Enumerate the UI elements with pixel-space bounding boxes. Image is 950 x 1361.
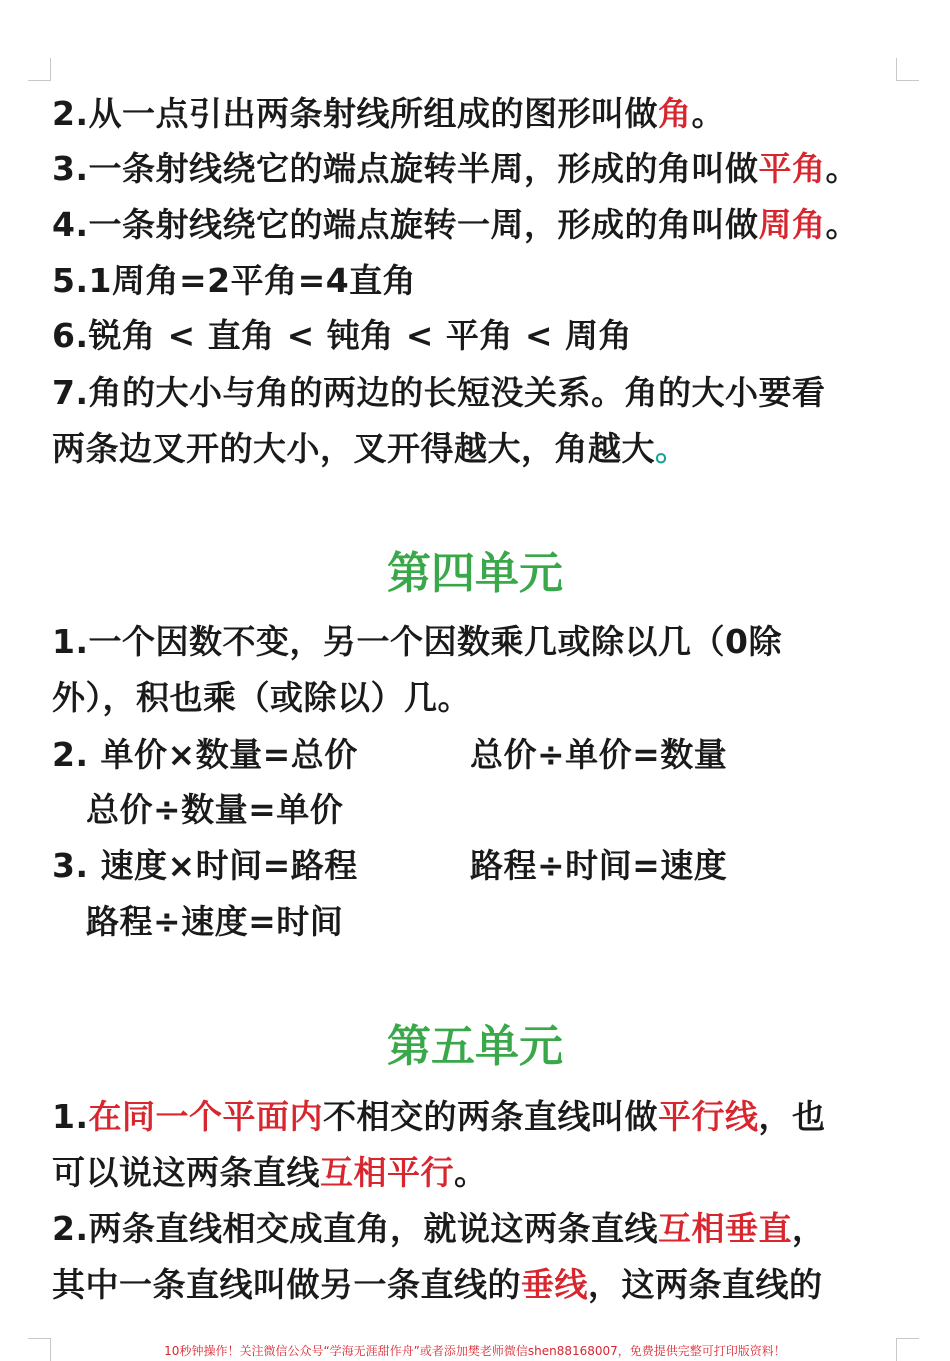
corner-mark-top-right (896, 58, 919, 81)
corner-mark-top-left (28, 58, 51, 81)
unit3-item4-highlight: 周角 (758, 205, 826, 244)
unit3-item2 (52, 94, 725, 134)
unit3-item3 (52, 149, 859, 189)
unit3-item3-highlight: 平角 (758, 149, 826, 188)
unit4-item1-line1: 1.一个因数不变，另一个因数乘几或除以几（0除 (52, 622, 782, 661)
unit5-item1-p2: 不相交的两条直线叫做 (323, 1097, 658, 1136)
unit5-heading: 第五单元 (387, 1021, 563, 1072)
unit5-item1-highlight-plane: 在同一个平面内 (88, 1097, 323, 1136)
unit3-item2-highlight: 角 (658, 94, 692, 133)
unit3-item3-text: 3.一条射线绕它的端点旋转半周，形成的角叫做 (52, 149, 759, 188)
unit5-item1-p1: 1. (52, 1097, 89, 1136)
unit3-item4-end: 。 (825, 205, 859, 244)
unit4-item2-formula-b: 总价÷单价=数量 (470, 735, 728, 774)
unit5-item1-line1 (52, 1097, 826, 1137)
unit5-item2-p4: ，这两条直线的 (588, 1265, 823, 1304)
unit5-item1-highlight-parallel: 平行线 (658, 1097, 759, 1136)
unit4-item3-formula-a: 3. 速度×时间=路程 (52, 846, 358, 885)
unit3-item5: 5.1周角=2平角=4直角 (52, 261, 417, 300)
unit3-item7-end: 。 (655, 429, 689, 468)
unit3-item2-end: 。 (691, 94, 725, 133)
unit5-item2-p2: ， (792, 1209, 826, 1248)
unit5-item2-highlight-perpendicular-line: 垂线 (521, 1265, 588, 1304)
unit3-item7-line2-text: 两条边叉开的大小，叉开得越大，角越大 (52, 429, 655, 468)
unit4-item3-formula-b: 路程÷时间=速度 (470, 846, 728, 885)
unit5-item2-p1: 2.两条直线相交成直角，就说这两条直线 (52, 1209, 658, 1248)
unit4-item2-formula-c: 总价÷数量=单价 (86, 790, 344, 829)
footer-promo-text: 10秒钟操作！关注微信公众号“学海无涯甜作舟”或者添加樊老师微信shen88168007，免费提供完整可打印版资料！ (164, 1344, 786, 1358)
unit5-item1-p3: ，也 (758, 1097, 826, 1136)
unit3-item7-line2 (52, 429, 689, 469)
unit5-item1-p4: 可以说这两条直线 (52, 1153, 320, 1192)
unit5-item2-line1 (52, 1209, 826, 1249)
unit5-item2-p3: 其中一条直线叫做另一条直线的 (52, 1265, 521, 1304)
unit4-item1-line2: 外），积也乘（或除以）几。 (52, 678, 471, 717)
unit3-item2-text: 2.从一点引出两条射线所组成的图形叫做 (52, 94, 658, 133)
unit5-item1-line2 (52, 1153, 488, 1193)
unit3-item3-end: 。 (825, 149, 859, 188)
unit5-item2-highlight-perpendicular: 互相垂直 (658, 1209, 792, 1248)
unit3-item6: 6.锐角 < 直角 < 钝角 < 平角 < 周角 (52, 316, 633, 355)
unit5-item1-highlight-mutually-parallel: 互相平行 (320, 1153, 454, 1192)
unit4-heading: 第四单元 (387, 548, 563, 599)
unit5-item2-line2 (52, 1265, 823, 1305)
unit4-item2-formula-a: 2. 单价×数量=总价 (52, 735, 358, 774)
unit3-item4 (52, 205, 859, 245)
unit5-item1-p5: 。 (454, 1153, 488, 1192)
unit4-item3-formula-c: 路程÷速度=时间 (86, 902, 344, 941)
unit3-item4-text: 4.一条射线绕它的端点旋转一周，形成的角叫做 (52, 205, 759, 244)
unit3-item7-line1: 7.角的大小与角的两边的长短没关系。角的大小要看 (52, 373, 826, 412)
